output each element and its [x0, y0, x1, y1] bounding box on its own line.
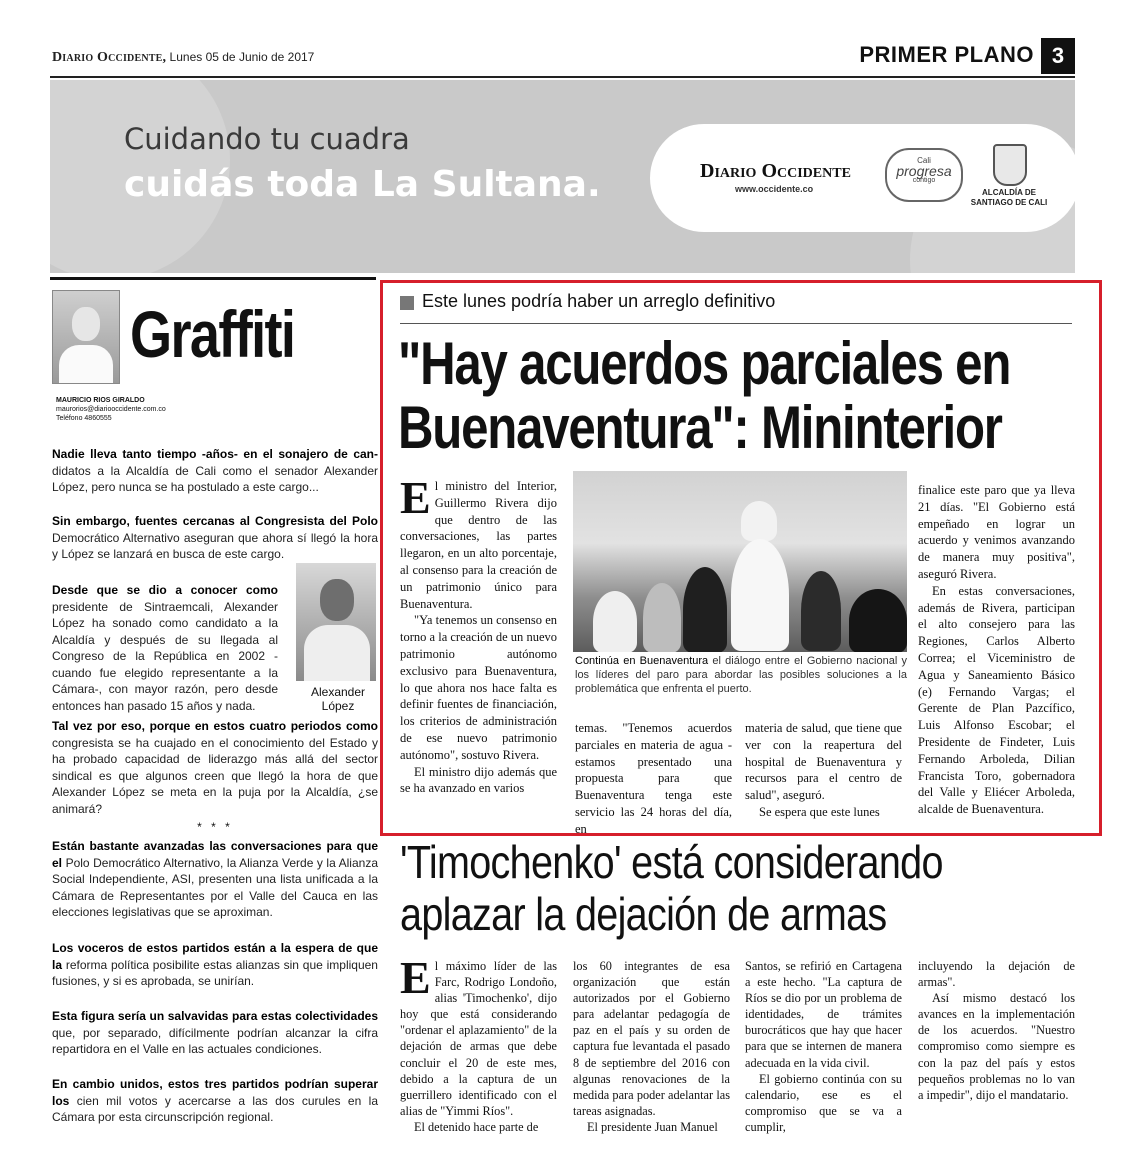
- author-email[interactable]: maurorios@diariooccidente.com.co: [56, 406, 166, 413]
- graffiti-paragraph: Los voceros de estos partidos están a la espera de que la reforma política posibilite estas alianzas sin que impliquen fusiones, y si es aprobada, se unirían.: [52, 941, 378, 988]
- headline-line: 'Timochenko' está considerando: [400, 836, 943, 888]
- graffiti-paragraph: Esta figura sería un salvavidas para estas colectividades que, por separado, difícilmente podrían alcanzar la cifra repartidora en el Valle en las actuales condiciones.: [52, 1009, 378, 1056]
- ad-slogan-line2: cuidás toda La Sultana.: [124, 164, 601, 205]
- graffiti-paragraph: En cambio unidos, estos tres partidos podrían superar los cien mil votos y acercarse a las dos curules en la Cámara por esta circunscripción regional.: [52, 1077, 378, 1124]
- alcaldia-label: ALCALDÍA DE SANTIAGO DE CALI: [970, 188, 1048, 207]
- section-label: PRIMER PLANO: [859, 42, 1034, 67]
- header-rule: [50, 76, 1075, 78]
- article-column: El ministro del Interior, Guillermo Rivera dijo que dentro de las conversaciones, las partes llegaron, en un alto porcentaje, al consenso para la creación de un patrimonio único para Buenaventura. "Ya tenemos un consenso en torno a la creación de un nuevo patrimonio autónomo exclusivo para Buenaventura, lo que ahora nos hace falta es definir fuentes de financiación, los criterios de administración de ese nuevo patrimonio autónomo", sostuvo Rivera. El ministro dijo además que se ha avanzado en varios: [400, 472, 557, 796]
- article-column: El máximo líder de las Farc, Rodrigo Londoño, alias 'Timochenko', dijo hoy que está considerando "ordenar el aplazamiento" de la dejación de armas que debe concluir el 20 de este mes, debido a la captura de un guerrillero identificado con el alias de "Yimmi Ríos". El detenido hace parte de: [400, 952, 557, 1134]
- ad-slogan-line1: Cuidando tu cuadra: [124, 122, 410, 156]
- alexander-lopez-photo: [296, 563, 376, 681]
- drop-cap: E: [400, 472, 431, 523]
- graffiti-title: Graffiti: [130, 297, 295, 371]
- author-name: MAURICIO RIOS GIRALDO: [56, 397, 145, 404]
- kicker-square-icon: [400, 296, 414, 310]
- author-phone: Teléfono 4860555: [56, 415, 112, 422]
- article-column: incluyendo la dejación de armas". Así mismo destacó los avances en la implementación de los acuerdos. "Nuestro compromiso como siempre es con la paz del país y estos pequeños problemas no lo van a impedir", dijo el mandatario.: [918, 959, 1075, 1102]
- article-column: Santos, se refirió en Cartagena a este hecho. "La captura de Ríos se dio por un problema de identidades, de trámites burocráticos que hay que hacer para que se internen de manera adecuada en la vida civil. El gobierno continúa con su calendario, ese es el compromiso que se va a cumplir,: [745, 959, 902, 1134]
- ad-brand-logo: Diario Occidente: [700, 160, 851, 182]
- graffiti-paragraph: Tal vez por eso, porque en estos cuatro periodos como congresista se ha cuajado en el conocimiento del Estado y ha probado capacidad de liderazgo más allá del sector sindical es que algunos creen que llegó la hora de que Alexander López se meta en la puja por la Alcaldía, ¿se animará?: [52, 719, 378, 816]
- graffiti-paragraph: Están bastante avanzadas las conversaciones para que el Polo Democrático Alternativo, la Alianza Verde y la Alianza Social Independiente, ASI, presenten una lista unificada a la Cámara de Representantes por el Valle del Cauca en las elecciones legislativas que se aproximan.: [52, 839, 378, 919]
- coat-of-arms-icon: [993, 144, 1027, 186]
- graffiti-paragraph: Sin embargo, fuentes cercanas al Congresista del Polo Democrático Alternativo aseguran que ahora sí llegó la hora y López se lanzará en busca de este cargo.: [52, 514, 378, 561]
- article-column: temas. "Tenemos acuerdos parciales en materia de agua - estamos presentado una propuesta para que Buenaventura tenga este servicio las 24 horas del día, en: [575, 721, 732, 836]
- headline-line: Buenaventura": Mininterior: [398, 394, 1002, 461]
- cali-logo-big: progresa: [896, 163, 952, 179]
- article-column: materia de salud, que tiene que ver con la reapertura del hospital de Buenaventura y recursos para el centro de salud", aseguró. Se espera que este lunes: [745, 721, 902, 819]
- article-headline[interactable]: [398, 332, 1010, 460]
- kicker-rule: [400, 323, 1072, 324]
- article-photo: [573, 471, 907, 652]
- photo-caption: Continúa en Buenaventura el diálogo entre el Gobierno nacional y los líderes del paro para abordar las posibles soluciones a la problemática que enfrenta el puerto.: [575, 655, 907, 695]
- paper-name: Diario Occidente,: [52, 50, 167, 65]
- article-column: finalice este paro que ya lleva 21 días. "El Gobierno está empeñado en lograr un acuerdo y venimos avanzando de manera muy positiva", aseguró Rivera. En estas conversaciones, además de Rivera, participan el alto consejero para las Regiones, Carlos Alberto Correa; el Viceministro de Agua y Saneamiento Básico (e) Fernando Vargas; el Gerente de Plan Pazcífico, Luis Alfonso Escobar; el Presidente de Findeter, Luis Fernando Arboleda, Dilian Francista Toro, gobernadora del Valle y Eliécer Arboleda, alcalde de Buenaventura.: [918, 483, 1075, 817]
- graffiti-rule: [50, 277, 376, 280]
- masthead: [52, 50, 314, 66]
- banner-ad[interactable]: [50, 80, 1075, 273]
- ad-url: www.occidente.co: [735, 184, 814, 194]
- graffiti-paragraph: Desde que se dio a conocer como presidente de Sintraemcali, Alexander López ha sonado como candidato a la Alcaldía y después de su llegada al Congreso de la República en 2002 -cuando fue elegido representante a la Cámara-, con mayor razón, pero desde entonces han pasado 15 años y nada.: [52, 583, 278, 713]
- photo-caption: Alexander López: [310, 685, 366, 713]
- graffiti-paragraph: Nadie lleva tanto tiempo -años- en el sonajero de can- didatos a la Alcaldía de Cali como el senador Alexander López, pero nunca se ha postulado a este cargo...: [52, 447, 378, 494]
- article-column: los 60 integrantes de esa organización que están autorizados por el Gobierno para adelantar pedagogía de paz en el país y su orden de captura fue levantada el pasado 8 de septiembre del 2016 con algunas renovaciones de la medida para poder adelantar las tareas asignadas. El presidente Juan Manuel: [573, 959, 730, 1134]
- cali-logo-tag: contigo: [912, 177, 936, 184]
- issue-date: Lunes 05 de Junio de 2017: [169, 50, 315, 64]
- headline-line: "Hay acuerdos parciales en: [398, 330, 1011, 397]
- page-number: 3: [1041, 38, 1075, 74]
- cali-logo-small: Cali: [917, 156, 931, 165]
- headline-line: aplazar la dejación de armas: [400, 888, 887, 940]
- drop-cap: E: [400, 952, 431, 1003]
- article-headline[interactable]: [400, 836, 943, 940]
- author-photo: [52, 290, 120, 384]
- section-separator: * * *: [197, 820, 233, 834]
- article-kicker: Este lunes podría haber un arreglo definitivo: [422, 291, 776, 311]
- cali-progresa-logo: [885, 148, 963, 202]
